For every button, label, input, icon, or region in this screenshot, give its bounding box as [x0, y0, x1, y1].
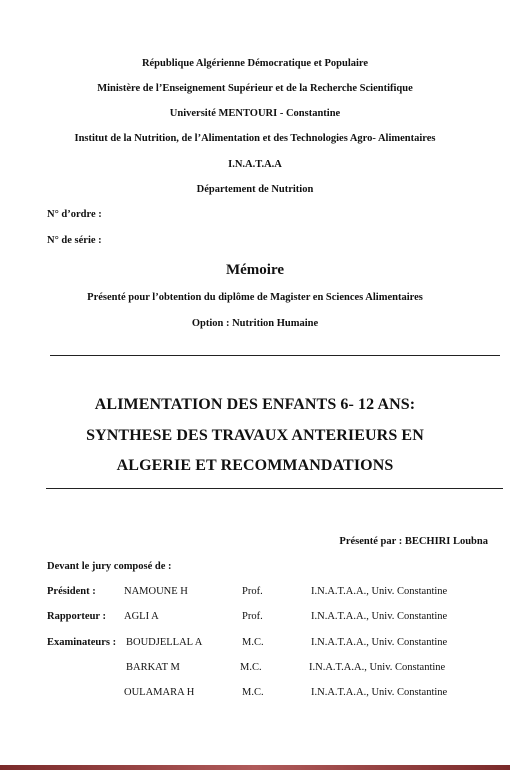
jury-intro: Devant le jury composé de :: [47, 561, 172, 572]
jury-affiliation: I.N.A.T.A.A., Univ. Constantine: [311, 586, 448, 597]
jury-affiliation: I.N.A.T.A.A., Univ. Constantine: [311, 637, 448, 648]
memoire-option: Option : Nutrition Humaine: [191, 318, 319, 329]
title-bottom-rule: [46, 488, 503, 489]
jury-role: Président :: [47, 586, 96, 597]
jury-affiliation: I.N.A.T.A.A., Univ. Constantine: [311, 611, 448, 622]
jury-grade: Prof.: [242, 586, 263, 597]
presented-by: Présenté par : BECHIRI Loubna: [339, 536, 488, 547]
jury-role: Rapporteur :: [47, 611, 107, 622]
memoire-heading: Mémoire: [225, 262, 285, 278]
title-top-rule: [50, 355, 500, 356]
order-number-label: N° d’ordre :: [47, 209, 102, 220]
jury-role: Examinateurs :: [47, 637, 117, 648]
jury-grade: Prof.: [242, 611, 263, 622]
department-line: Département de Nutrition: [196, 184, 314, 195]
jury-name: NAMOUNE H: [124, 586, 188, 597]
thesis-title-line1: ALIMENTATION DES ENFANTS 6- 12 ANS:: [94, 396, 416, 413]
republic-line: République Algérienne Démocratique et Populaire: [141, 58, 369, 69]
institute-line: Institut de la Nutrition, de l’Alimentation et des Technologies Agro- Alimentaires: [74, 133, 436, 144]
jury-grade: M.C.: [242, 637, 264, 648]
jury-grade: M.C.: [240, 662, 262, 673]
thesis-title-line2: SYNTHESE DES TRAVAUX ANTERIEURS EN: [86, 427, 424, 444]
jury-name: BARKAT M: [126, 662, 180, 673]
ministry-line: Ministère de l’Enseignement Supérieur et de la Recherche Scientifique: [97, 83, 413, 94]
inataa-line: I.N.A.T.A.A: [228, 159, 282, 170]
series-number-label: N° de série :: [47, 235, 102, 246]
thesis-title-line3: ALGERIE ET RECOMMANDATIONS: [116, 457, 394, 474]
jury-affiliation: I.N.A.T.A.A., Univ. Constantine: [309, 662, 446, 673]
jury-name: AGLI A: [124, 611, 159, 622]
memoire-subtitle: Présenté pour l’obtention du diplôme de Magister en Sciences Alimentaires: [87, 292, 423, 303]
page-bottom-edge: [0, 765, 510, 770]
jury-grade: M.C.: [242, 687, 264, 698]
jury-name: OULAMARA H: [124, 687, 195, 698]
jury-name: BOUDJELLAL A: [126, 637, 203, 648]
university-line: Université MENTOURI - Constantine: [169, 108, 341, 119]
jury-affiliation: I.N.A.T.A.A., Univ. Constantine: [311, 687, 448, 698]
